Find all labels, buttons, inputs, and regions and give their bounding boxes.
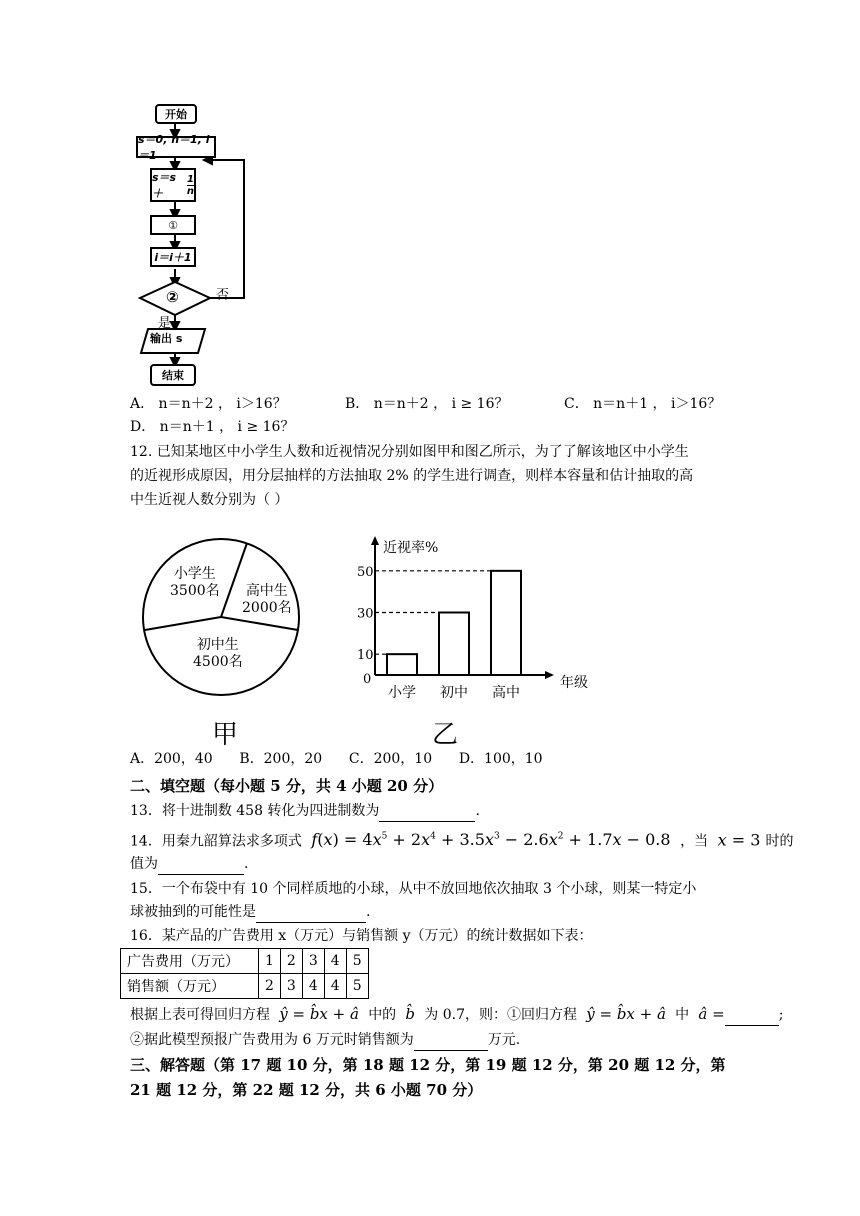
q14-when: ，当 — [680, 833, 709, 850]
pie-slice3-count: 4500名 — [193, 654, 243, 670]
table-cell: 5 — [346, 949, 368, 974]
pie-slice3-name: 初中生 — [196, 637, 239, 653]
q12-options: A．200，40 B．200，20 C．200，10 D．100，10 — [130, 751, 543, 767]
q16-intro: 16．某产品的广告费用 x（万元）与销售额 y（万元）的统计数据如下表： — [130, 928, 593, 944]
x-tick-label: 高中 — [492, 685, 520, 701]
q16-a-hat: â = — [698, 1005, 725, 1023]
table-cell: 3 — [302, 949, 324, 974]
table-cell: 3 — [280, 974, 302, 999]
table-row-label: 广告费用（万元） — [121, 949, 259, 974]
q15-blank — [256, 906, 366, 923]
q12-line2: 的近视形成原因，用分层抽样的方法抽取 2% 的学生进行调查，则样本容量和估计抽取的高 — [130, 468, 694, 484]
condition-label: ② — [166, 288, 179, 306]
flowchart-update-s — [150, 168, 196, 202]
pie-slice2-count: 2000名 — [242, 600, 292, 616]
q13-end: . — [475, 803, 480, 819]
pie-slice1-name: 小学生 — [173, 566, 216, 582]
table-cell: 2 — [259, 974, 281, 999]
q15-line2 — [130, 901, 370, 923]
y-tick-label: 50 — [357, 564, 374, 580]
y-tick-label: 30 — [357, 606, 374, 622]
section3-heading-line2: 21 题 12 分，第 22 题 12 分，共 6 小题 70 分） — [130, 1081, 483, 1099]
flowchart-init — [136, 133, 216, 162]
q11-option-a: A． n＝n＋2 ， i＞16？ — [130, 396, 287, 412]
table-row-label: 销售额（万元） — [121, 974, 259, 999]
q13 — [130, 800, 480, 822]
q14-blank — [158, 858, 244, 875]
table-cell: 5 — [346, 974, 368, 999]
output-label: 输出 s — [150, 332, 183, 345]
no-label: 否 — [216, 288, 230, 303]
flowchart-step1 — [150, 215, 196, 235]
pie-slice1-count: 3500名 — [170, 583, 220, 599]
table-cell: 1 — [259, 949, 281, 974]
y-tick-label: 10 — [357, 648, 374, 664]
q11-option-c: C． n＝n＋1 ， i＞16？ — [564, 396, 722, 412]
update-s-num: 1 — [186, 173, 194, 185]
q11-option-b: B． n＝n＋2 ， i ≥ 16？ — [345, 396, 509, 412]
q14-x-value: x = 3 — [717, 830, 766, 850]
inc-i-label: i＝i＋1 — [154, 251, 192, 264]
q14-end: . — [244, 856, 249, 872]
q15-line2-text: 球被抽到的可能性是 — [130, 904, 256, 920]
q16-b-hat: b̂ — [405, 1005, 416, 1023]
y-axis-label: 近视率% — [383, 540, 439, 556]
q14-prefix: 14．用秦九韶算法求多项式 — [130, 833, 302, 850]
flowchart-start — [155, 104, 197, 124]
q14-line1 — [130, 826, 794, 852]
q12-line1: 12. 已知某地区中小学生人数和近视情况分别如图甲和图乙所示，为了了解该地区中小学生 — [130, 444, 689, 460]
y-axis-arrow — [371, 536, 379, 545]
q16-line1-c: 为 0.7，则：①回归方程 — [424, 1007, 577, 1023]
q15-end: . — [366, 904, 371, 920]
bar — [491, 571, 521, 675]
update-s-den: n — [186, 185, 194, 197]
table-cell: 4 — [324, 974, 346, 999]
update-s-fraction — [187, 174, 194, 197]
q13-text: 13．将十进制数 458 转化为四进制数为 — [130, 803, 380, 819]
bar — [387, 654, 417, 675]
bar — [439, 613, 469, 676]
q16-line2 — [130, 1029, 520, 1051]
table-cell: 2 — [280, 949, 302, 974]
yes-label: 是 — [158, 316, 172, 331]
q16-line2-end: 万元. — [487, 1032, 521, 1048]
q16-line1-d: 中 — [675, 1007, 690, 1023]
pie-slice-middle — [193, 637, 243, 671]
table-row — [121, 949, 369, 974]
pie-caption: 甲 — [212, 720, 239, 750]
q16-regression-eq-2: ŷ = b̂x + â — [586, 1005, 666, 1023]
q16-blank-2 — [414, 1034, 488, 1051]
init-label: s＝0, n＝1, i＝1 — [138, 133, 210, 162]
q16-line2-text: ②据此模型预报广告费用为 6 万元时销售额为 — [130, 1032, 414, 1048]
table-cell: 4 — [324, 949, 346, 974]
section3-heading-line1: 三、解答题（第 17 题 10 分，第 18 题 12 分，第 19 题 12 分，第 20 题 12 分，第 — [130, 1056, 726, 1074]
q16-table — [120, 948, 369, 999]
bar-caption: 乙 — [432, 720, 459, 750]
x-axis-arrow — [545, 671, 554, 679]
x-tick-label: 初中 — [440, 685, 468, 701]
q11-option-d: D． n＝n＋1 ， i ≥ 16？ — [130, 419, 295, 435]
table-row — [121, 974, 369, 999]
q12-line3: 中生近视人数分别为（ ） — [130, 492, 289, 508]
q15-line1: 15．一个布袋中有 10 个同样质地的小球，从中不放回地依次抽取 3 个小球，则某一特定小 — [130, 881, 697, 897]
q16-line1: 根据上表可得回归方程 ŷ = b̂x + â 中的 b̂ 为 0.7，则：①回归方程 ŷ = b̂x + â 中 â = ; — [130, 1003, 783, 1026]
pie-slice-primary — [170, 566, 220, 600]
pie-slice-high — [242, 583, 292, 617]
y-tick-label: 0 — [363, 672, 372, 687]
q16-regression-eq-1: ŷ = b̂x + â — [279, 1005, 359, 1023]
q14-line2 — [130, 853, 248, 875]
q16-line1-b: 中的 — [368, 1007, 397, 1023]
section2-heading: 二、填空题（每小题 5 分，共 4 小题 20 分） — [130, 777, 444, 795]
q13-blank — [379, 805, 475, 822]
flowchart-inc-i — [150, 247, 196, 267]
end-label: 结束 — [162, 369, 184, 382]
q16-line1-a: 根据上表可得回归方程 — [130, 1007, 270, 1023]
bar-chart — [355, 530, 588, 705]
table-cell: 4 — [302, 974, 324, 999]
flowchart-end — [150, 364, 196, 386]
pie-slice2-name: 高中生 — [245, 583, 288, 599]
update-s-prefix: s＝s＋ — [152, 171, 177, 200]
pie-chart — [140, 535, 305, 700]
q14-suffix: 时的 — [765, 833, 794, 850]
x-tick-label: 小学 — [388, 685, 416, 701]
q14-polynomial: $f(x) = 4x^5 + 2x^4 + 3.5x^3 - 2.6x^2 + 1.7x - 0.8$ — [311, 830, 676, 850]
step1-label: ① — [168, 218, 178, 232]
q14-line2-text: 值为 — [130, 856, 158, 872]
x-axis-label: 年级 — [560, 675, 588, 691]
start-label: 开始 — [165, 108, 187, 121]
q16-blank-1 — [725, 1009, 779, 1026]
